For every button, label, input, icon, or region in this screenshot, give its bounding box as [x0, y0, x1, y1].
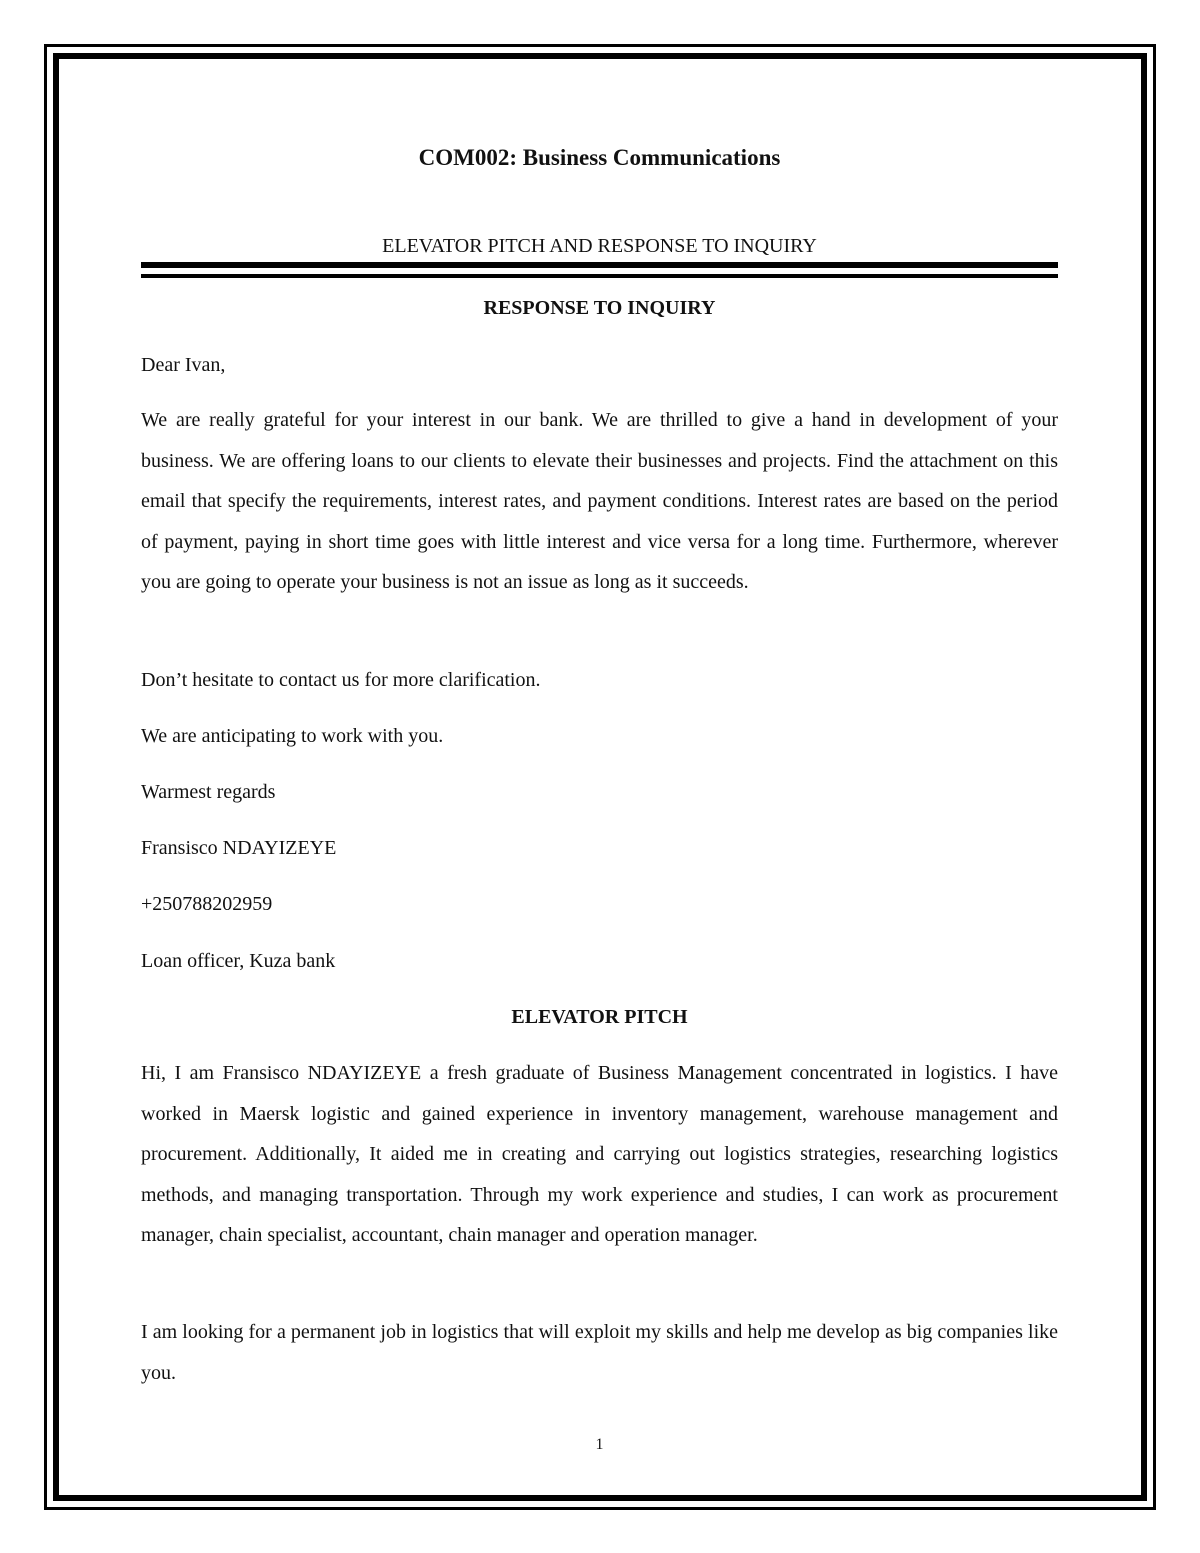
course-title: COM002: Business Communications: [418, 145, 781, 170]
page-border-inner: [53, 53, 1147, 1501]
document-heading: ELEVATOR PITCH AND RESPONSE TO INQUIRY: [382, 235, 817, 257]
pitch-paragraph-1-text: Hi, I am Fransisco NDAYIZEYE a fresh graduate of Business Management concentrated in logistics. I have worked in Maersk logistic and gained experience in inventory management, warehouse management and procurement. Additionally, It aided me in creating and carrying out logistics strategies, researching logistics methods, and managing transportation. Through my work experience and studies, I can work as procurement manager, chain specialist, accountant, chain manager and operation manager.: [141, 1062, 1058, 1247]
anticipation-line: We are anticipating to work with you.: [141, 725, 444, 747]
response-body-paragraph: [141, 400, 1058, 603]
pitch-paragraph-1: [141, 1053, 1058, 1256]
phone-number: +250788202959: [141, 893, 273, 915]
salutation: Dear Ivan,: [141, 354, 226, 376]
pitch-paragraph-2: [141, 1312, 1058, 1393]
pitch-section-heading: ELEVATOR PITCH: [511, 1006, 688, 1028]
heading-rule-thin: [141, 274, 1058, 278]
response-section-heading: RESPONSE TO INQUIRY: [483, 297, 716, 319]
contact-line: Don’t hesitate to contact us for more clarification.: [141, 669, 541, 691]
signature-name: Fransisco NDAYIZEYE: [141, 837, 337, 859]
page-number: 1: [595, 1436, 604, 1453]
closing-line: Warmest regards: [141, 781, 276, 803]
heading-rule-thick: [141, 262, 1058, 268]
response-body-text: We are really grateful for your interest in our bank. We are thrilled to give a hand in development of your business. We are offering loans to our clients to elevate their businesses and projects. Find the attachment on this email that specify the requirements, interest rates, and payment conditions. Interest rates are based on the period of payment, paying in short time goes with little interest and vice versa for a long time. Furthermore, wherever you are going to operate your business is not an issue as long as it succeeds.: [141, 409, 1058, 594]
signature-position: Loan officer, Kuza bank: [141, 950, 336, 972]
pitch-paragraph-2-text: I am looking for a permanent job in logistics that will exploit my skills and help me develop as big companies like you.: [141, 1321, 1058, 1384]
